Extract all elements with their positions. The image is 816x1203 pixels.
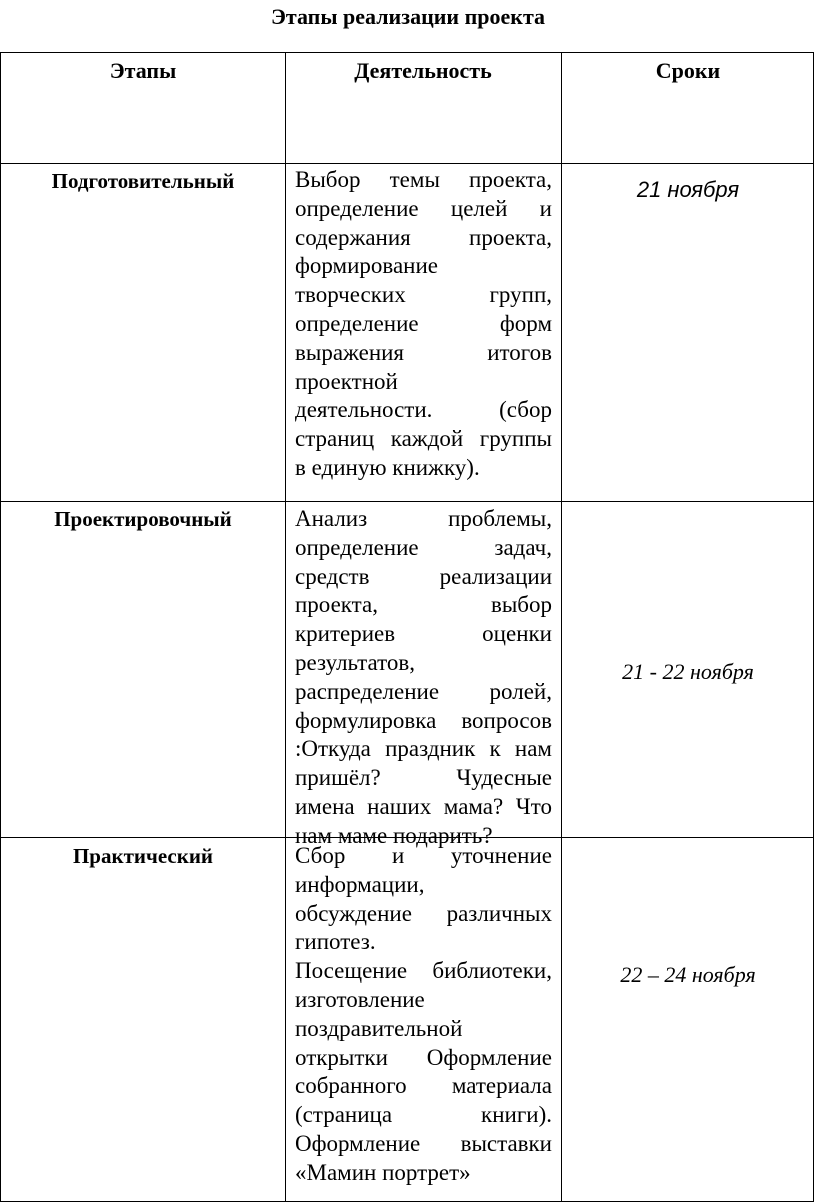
activity-line: творческих групп, [295,282,552,308]
activity-line: страниц каждой группы [295,426,552,452]
activity-line: Анализ проблемы, [295,506,552,531]
document-title: Этапы реализации проекта [270,4,546,29]
stage-preparatory: Подготовительный [51,169,235,193]
activity-line: результатов, [295,649,415,675]
activity-line: (страница книги). [295,1102,552,1128]
activity-line: Выбор темы проекта, [295,167,552,192]
activity-line: определение задач, [295,534,552,560]
activity-line: открытки Оформление [295,1044,552,1070]
column-divider [285,53,286,1201]
activity-line: «Мамин портрет» [295,1159,471,1185]
activity-line: определение целей и [295,195,552,221]
activity-line: имена наших мама? Что [295,793,552,819]
activity-preparatory [295,166,552,483]
activity-line: нам маме подарить? [295,822,493,848]
activity-line: распределение ролей, [295,678,552,704]
activity-line: пришёл? Чудесные [295,765,552,791]
term-practical: 22 – 24 ноября [620,962,756,987]
activity-line: Сбор и уточнение [295,843,552,868]
activity-line: формирование [295,253,439,279]
row-divider [1,501,813,502]
activity-line: проекта, выбор [295,592,552,618]
row-divider [1,163,813,164]
activity-line: гипотез. [295,929,376,955]
activity-line: критериев оценки [295,621,552,647]
activity-line: в единую книжку). [295,454,480,480]
term-preparatory: 21 ноября [636,177,740,202]
activity-line: проектной [295,368,398,394]
activity-line: деятельности. (сбор [295,397,552,423]
activity-line: выражения итогов [295,339,552,365]
header-terms: Сроки [655,58,721,83]
activity-line: :Откуда праздник к нам [295,736,552,762]
activity-line: изготовление [295,986,425,1012]
stages-table [0,52,814,1202]
header-stages: Этапы [109,58,177,83]
activity-line: информации, [295,871,425,897]
stage-practical: Практический [72,844,214,868]
activity-line: содержания проекта, [295,224,552,250]
activity-line: обсуждение различных [295,900,552,926]
activity-line: формулировка вопросов [295,707,552,733]
stage-design: Проектировочный [54,507,232,531]
term-design: 21 - 22 ноября [622,659,754,684]
activity-design [295,505,552,851]
activity-line: Оформление выставки [295,1130,552,1156]
activity-line: средств реализации [295,563,552,589]
activity-line: собранного материала [295,1073,552,1099]
header-activity: Деятельность [354,58,492,83]
activity-line: поздравительной [295,1015,463,1041]
activity-practical [295,842,552,1188]
column-divider [561,53,562,1201]
activity-line: определение форм [295,310,552,336]
activity-line: Посещение библиотеки, [295,958,552,984]
